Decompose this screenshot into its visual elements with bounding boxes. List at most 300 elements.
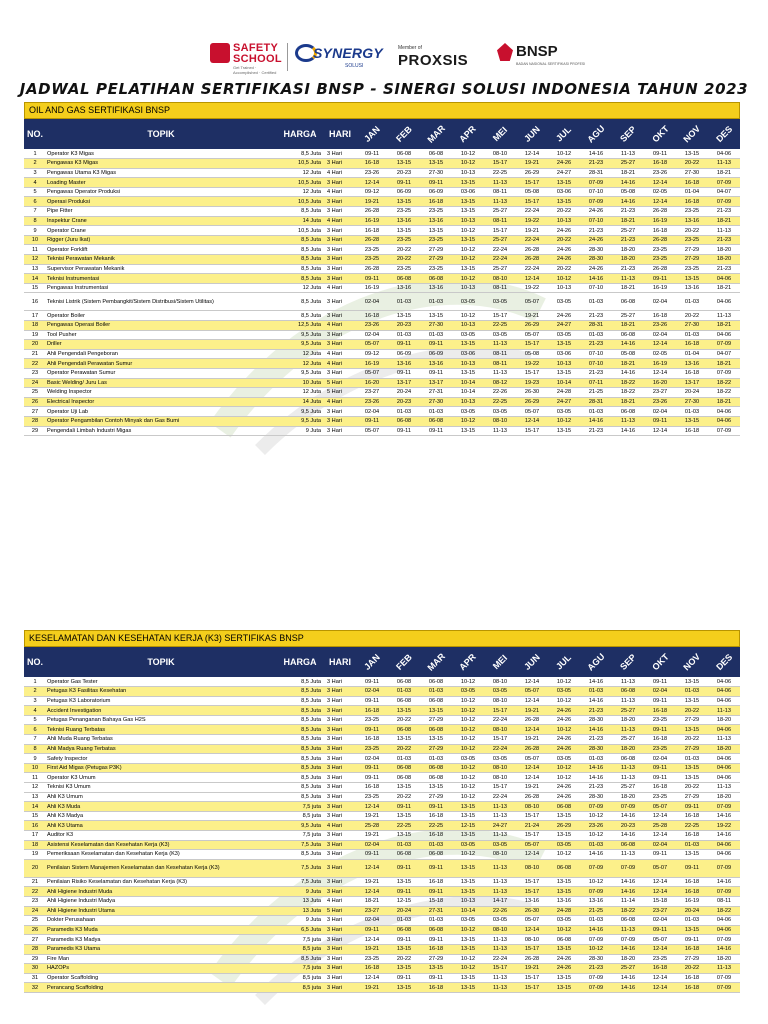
row-month-date: 26-28 [644,207,676,217]
row-month-date: 09-11 [644,416,676,426]
row-hari: 4 Hari [324,216,356,226]
month-label: APR [457,651,479,673]
row-topik: Ahli Higiene Industri Muda [46,887,276,897]
row-month-date: 13-15 [548,887,580,897]
row-month-date: 10-13 [452,397,484,407]
row-month-date: 11-13 [484,859,516,877]
row-month-date: 09-11 [388,887,420,897]
row-month-date: 04-06 [708,754,740,764]
row-topik: Pemeriksaan Keselamatan dan Kesehatan Kerja (K3) [46,850,276,860]
row-month-date: 13-15 [676,850,708,860]
row-month-date: 04-06 [708,763,740,773]
table-row [24,802,740,812]
row-month-date: 12-14 [516,925,548,935]
row-month-date: 07-09 [612,859,644,877]
row-month-date: 21-23 [580,735,612,745]
row-month-date: 12-14 [644,368,676,378]
row-month-date: 05-07 [356,426,388,436]
row-month-date: 13-15 [676,696,708,706]
row-number: 22 [24,887,46,897]
table-row [24,330,740,340]
row-month-date: 20-22 [388,744,420,754]
row-month-date: 18-22 [708,906,740,916]
row-month-date: 23-27 [356,388,388,398]
row-harga: 8,5 Juta [276,763,324,773]
row-month-date: 18-20 [708,715,740,725]
row-month-date: 15-17 [484,311,516,321]
row-harga: 12 Juta [276,349,324,359]
col-harga: HARGA [283,129,317,139]
row-month-date: 11-13 [612,149,644,159]
row-month-date: 01-03 [580,754,612,764]
col-month-des [708,123,740,145]
row-month-date: 02-04 [356,293,388,311]
row-month-date: 13-15 [452,877,484,887]
row-month-date: 09-11 [420,426,452,436]
row-number: 17 [24,831,46,841]
row-month-date: 06-08 [388,274,420,284]
row-month-date: 07-10 [580,187,612,197]
row-month-date: 16-18 [676,811,708,821]
row-month-date: 20-23 [388,168,420,178]
row-month-date: 27-30 [420,168,452,178]
row-month-date: 16-18 [644,311,676,321]
row-month-date: 26-28 [356,207,388,217]
row-topik: Ahli Higiene Industri Utama [46,906,276,916]
row-month-date: 25-27 [612,735,644,745]
row-month-date: 21-23 [612,264,644,274]
row-month-date: 16-19 [644,216,676,226]
table-row [24,925,740,935]
col-month-jan [356,124,388,144]
row-month-date: 13-15 [452,235,484,245]
row-month-date: 25-27 [484,207,516,217]
row-month-date: 09-11 [420,973,452,983]
row-month-date: 21-23 [612,235,644,245]
row-month-date: 22-25 [388,821,420,831]
row-month-date: 11-13 [484,178,516,188]
row-month-date: 22-26 [484,388,516,398]
row-month-date: 11-13 [484,197,516,207]
row-month-date: 23-27 [644,388,676,398]
row-month-date: 02-04 [644,687,676,697]
row-month-date: 12-14 [644,178,676,188]
row-month-date: 12-14 [516,850,548,860]
row-month-date: 10-12 [452,735,484,745]
row-number: 6 [24,197,46,207]
row-month-date: 13-15 [676,149,708,159]
row-month-date: 11-13 [708,706,740,716]
row-month-date: 09-11 [676,802,708,812]
row-month-date: 03-05 [452,916,484,926]
row-month-date: 11-13 [612,763,644,773]
row-topik: Pengawas Instrumentasi [46,283,276,293]
row-month-date: 11-13 [484,877,516,887]
row-month-date: 20-22 [676,311,708,321]
row-topik: Penilaian Risiko Keselamatan dan Kesehatan Kerja (K3) [46,877,276,887]
table-row [24,725,740,735]
row-month-date: 16-18 [420,983,452,993]
row-month-date: 21-23 [708,235,740,245]
row-number: 10 [24,235,46,245]
row-month-date: 12-14 [356,935,388,945]
row-month-date: 24-28 [548,388,580,398]
table-row [24,896,740,906]
row-hari: 4 Hari [324,321,356,331]
row-month-date: 08-11 [484,216,516,226]
row-hari: 3 Hari [324,802,356,812]
row-month-date: 13-15 [452,831,484,841]
col-month-jun [516,124,548,144]
row-month-date: 05-07 [644,859,676,877]
row-month-date: 10-12 [452,696,484,706]
row-month-date: 07-09 [580,178,612,188]
col-month-mei [484,124,516,144]
table-row [24,159,740,169]
row-month-date: 16-18 [356,706,388,716]
row-month-date: 16-18 [420,831,452,841]
row-harga: 9,5 Juta [276,821,324,831]
row-month-date: 15-17 [484,226,516,236]
row-month-date: 08-10 [516,802,548,812]
row-topik: Pengawas Operasi Boiler [46,321,276,331]
row-harga: 8,5 Juta [276,677,324,687]
table-row [24,687,740,697]
row-month-date: 16-18 [644,159,676,169]
row-month-date: 19-21 [356,877,388,887]
row-month-date: 03-05 [484,840,516,850]
table-row [24,274,740,284]
table-row [24,407,740,417]
row-month-date: 07-10 [580,216,612,226]
row-month-date: 20-23 [388,321,420,331]
row-month-date: 08-10 [484,677,516,687]
row-month-date: 11-13 [708,964,740,974]
row-month-date: 24-26 [548,255,580,265]
row-month-date: 19-23 [516,378,548,388]
row-month-date: 10-12 [580,944,612,954]
row-month-date: 01-03 [580,330,612,340]
row-month-date: 09-11 [356,274,388,284]
row-harga: 8,5 Juta [276,311,324,321]
row-month-date: 14-16 [612,811,644,821]
table-row [24,388,740,398]
row-month-date: 18-22 [612,906,644,916]
row-month-date: 14-16 [612,983,644,993]
row-month-date: 11-13 [484,887,516,897]
row-month-date: 07-10 [580,359,612,369]
row-month-date: 04-07 [708,349,740,359]
row-month-date: 13-15 [676,925,708,935]
row-month-date: 13-15 [676,677,708,687]
row-month-date: 06-08 [420,696,452,706]
row-month-date: 09-11 [644,773,676,783]
row-month-date: 13-16 [420,283,452,293]
row-month-date: 20-24 [388,388,420,398]
row-number: 2 [24,687,46,697]
row-topik: Ahli Madya Ruang Terbatas [46,744,276,754]
row-month-date: 15-17 [516,973,548,983]
table-row [24,178,740,188]
row-month-date: 24-26 [548,735,580,745]
month-label: MAR [425,123,447,145]
row-hari: 3 Hari [324,207,356,217]
row-hari: 3 Hari [324,763,356,773]
row-month-date: 11-14 [612,896,644,906]
month-label: AGU [585,651,607,673]
row-month-date: 13-15 [452,973,484,983]
col-no: NO. [26,129,43,139]
row-month-date: 23-26 [644,397,676,407]
row-harga: 8,5 Juta [276,274,324,284]
month-label: NOV [681,123,703,145]
row-month-date: 12-14 [356,859,388,877]
row-month-date: 11-13 [612,725,644,735]
row-number: 31 [24,973,46,983]
row-month-date: 23-25 [356,792,388,802]
table-row [24,397,740,407]
row-month-date: 08-10 [484,149,516,159]
row-month-date: 10-12 [452,149,484,159]
row-month-date: 13-15 [420,311,452,321]
row-number: 12 [24,783,46,793]
row-month-date: 23-25 [644,954,676,964]
row-month-date: 09-11 [388,426,420,436]
row-month-date: 28-30 [580,792,612,802]
row-month-date: 25-27 [484,235,516,245]
month-label: MEI [490,124,510,144]
row-month-date: 12-14 [356,887,388,897]
row-month-date: 15-17 [516,887,548,897]
row-harga: 14 Juta [276,216,324,226]
row-number: 13 [24,264,46,274]
row-month-date: 22-25 [676,821,708,831]
month-label: JUN [522,124,542,144]
row-month-date: 25-27 [484,264,516,274]
row-month-date: 10-12 [548,274,580,284]
row-topik: Loading Master [46,178,276,188]
row-month-date: 09-11 [388,935,420,945]
row-topik: Ahli K3 Madya [46,811,276,821]
row-number: 7 [24,735,46,745]
row-harga: 8,5 Juta [276,706,324,716]
col-month-okt [644,123,676,145]
row-hari: 3 Hari [324,925,356,935]
row-month-date: 10-14 [452,388,484,398]
row-hari: 3 Hari [324,197,356,207]
row-month-date: 20-22 [676,159,708,169]
row-month-date: 09-12 [356,349,388,359]
col-month-feb [388,124,420,144]
row-month-date: 07-09 [708,368,740,378]
section-title: KESELAMATAN DAN KESEHATAN KERJA (K3) SERTIFIKAS BNSP [24,630,740,647]
table-row [24,887,740,897]
row-month-date: 03-05 [484,754,516,764]
row-month-date: 08-10 [484,850,516,860]
row-month-date: 09-11 [644,677,676,687]
row-number: 16 [24,821,46,831]
row-month-date: 12-14 [356,802,388,812]
row-month-date: 03-05 [548,840,580,850]
row-month-date: 27-29 [420,715,452,725]
row-month-date: 13-16 [420,359,452,369]
row-hari: 3 Hari [324,773,356,783]
row-hari: 3 Hari [324,783,356,793]
row-month-date: 23-25 [420,235,452,245]
row-month-date: 03-05 [452,330,484,340]
row-month-date: 09-11 [388,973,420,983]
row-harga: 10,5 Juta [276,178,324,188]
row-topik: Operator Uji Lab [46,407,276,417]
row-harga: 10,5 Juta [276,197,324,207]
row-month-date: 13-15 [388,159,420,169]
row-month-date: 05-07 [516,293,548,311]
row-month-date: 21-23 [580,426,612,436]
col-hari: HARI [329,657,351,667]
row-month-date: 15-17 [516,983,548,993]
row-month-date: 28-31 [580,397,612,407]
table-row [24,840,740,850]
row-topik: Petugas K3 Laboratorium [46,696,276,706]
row-month-date: 25-27 [612,159,644,169]
row-month-date: 05-07 [516,840,548,850]
row-month-date: 25-27 [612,226,644,236]
row-month-date: 15-17 [516,197,548,207]
row-month-date: 20-22 [676,226,708,236]
row-month-date: 13-15 [548,340,580,350]
row-month-date: 09-11 [420,802,452,812]
row-topik: Asistensi Keselamatan dan Kesehatan Kerja (K3) [46,840,276,850]
row-month-date: 10-12 [452,159,484,169]
bnsp-logo [497,40,586,74]
row-month-date: 26-29 [548,821,580,831]
row-month-date: 11-13 [484,983,516,993]
row-month-date: 08-11 [484,187,516,197]
row-month-date: 09-11 [644,149,676,159]
row-hari: 4 Hari [324,896,356,906]
row-harga: 6,5 Juta [276,925,324,935]
row-month-date: 08-11 [484,283,516,293]
row-month-date: 10-12 [452,255,484,265]
row-month-date: 01-03 [676,407,708,417]
row-number: 18 [24,840,46,850]
row-month-date: 05-08 [612,349,644,359]
row-month-date: 13-15 [452,859,484,877]
row-month-date: 06-08 [612,840,644,850]
row-month-date: 24-26 [548,954,580,964]
col-harga: HARGA [283,657,317,667]
row-month-date: 06-08 [548,935,580,945]
row-month-date: 13-15 [388,783,420,793]
row-number: 26 [24,397,46,407]
row-month-date: 19-21 [356,983,388,993]
row-month-date: 18-21 [612,397,644,407]
row-month-date: 15-17 [484,964,516,974]
row-month-date: 10-12 [452,706,484,716]
row-month-date: 03-05 [484,916,516,926]
row-hari: 3 Hari [324,964,356,974]
row-month-date: 06-08 [388,850,420,860]
row-hari: 3 Hari [324,330,356,340]
row-month-date: 01-03 [676,687,708,697]
table-row [24,821,740,831]
row-month-date: 18-20 [708,255,740,265]
row-hari: 3 Hari [324,226,356,236]
row-month-date: 18-21 [612,321,644,331]
row-month-date: 05-08 [516,187,548,197]
row-month-date: 14-16 [708,811,740,821]
row-month-date: 11-13 [484,944,516,954]
table-row [24,321,740,331]
row-month-date: 08-10 [516,859,548,877]
row-month-date: 14-16 [612,831,644,841]
row-month-date: 23-25 [356,715,388,725]
row-month-date: 13-16 [676,359,708,369]
row-month-date: 27-31 [420,906,452,916]
row-hari: 3 Hari [324,715,356,725]
row-month-date: 13-16 [580,896,612,906]
row-month-date: 04-06 [708,925,740,935]
row-month-date: 10-12 [452,954,484,964]
row-month-date: 23-27 [644,906,676,916]
month-label: APR [457,123,479,145]
row-month-date: 01-03 [388,293,420,311]
row-month-date: 10-12 [580,811,612,821]
row-month-date: 06-08 [612,293,644,311]
row-topik: Welding Inspector [46,388,276,398]
row-month-date: 09-11 [356,696,388,706]
row-month-date: 26-29 [516,321,548,331]
row-month-date: 06-08 [548,859,580,877]
row-month-date: 06-08 [548,802,580,812]
month-label: SEP [618,652,638,672]
row-month-date: 01-03 [676,330,708,340]
row-topik: Paramedis K3 Utama [46,944,276,954]
row-month-date: 14-16 [580,725,612,735]
row-topik: Ahli Higiene Industri Madya [46,896,276,906]
row-topik: Accident Investigation [46,706,276,716]
row-hari: 3 Hari [324,850,356,860]
row-month-date: 10-12 [452,744,484,754]
row-month-date: 13-15 [452,340,484,350]
row-month-date: 01-03 [580,916,612,926]
row-month-date: 23-25 [644,792,676,802]
row-month-date: 10-12 [548,696,580,706]
row-month-date: 06-08 [420,763,452,773]
row-month-date: 01-03 [580,840,612,850]
row-number: 29 [24,954,46,964]
row-month-date: 27-29 [420,255,452,265]
row-month-date: 24-26 [580,235,612,245]
row-month-date: 02-04 [644,754,676,764]
row-month-date: 09-11 [420,340,452,350]
table-row [24,850,740,860]
row-month-date: 06-08 [612,407,644,417]
row-month-date: 10-13 [452,896,484,906]
row-month-date: 09-11 [356,763,388,773]
synergy-logo [295,40,385,74]
row-topik: Operator Boiler [46,311,276,321]
row-month-date: 10-12 [580,831,612,841]
safety-school-logo [210,40,282,74]
row-month-date: 10-12 [452,311,484,321]
safety-school-line2: SCHOOL [233,53,282,65]
row-harga: 12,5 Juta [276,321,324,331]
row-month-date: 19-21 [356,811,388,821]
row-month-date: 18-22 [708,378,740,388]
row-month-date: 28-30 [580,954,612,964]
row-month-date: 02-04 [356,330,388,340]
